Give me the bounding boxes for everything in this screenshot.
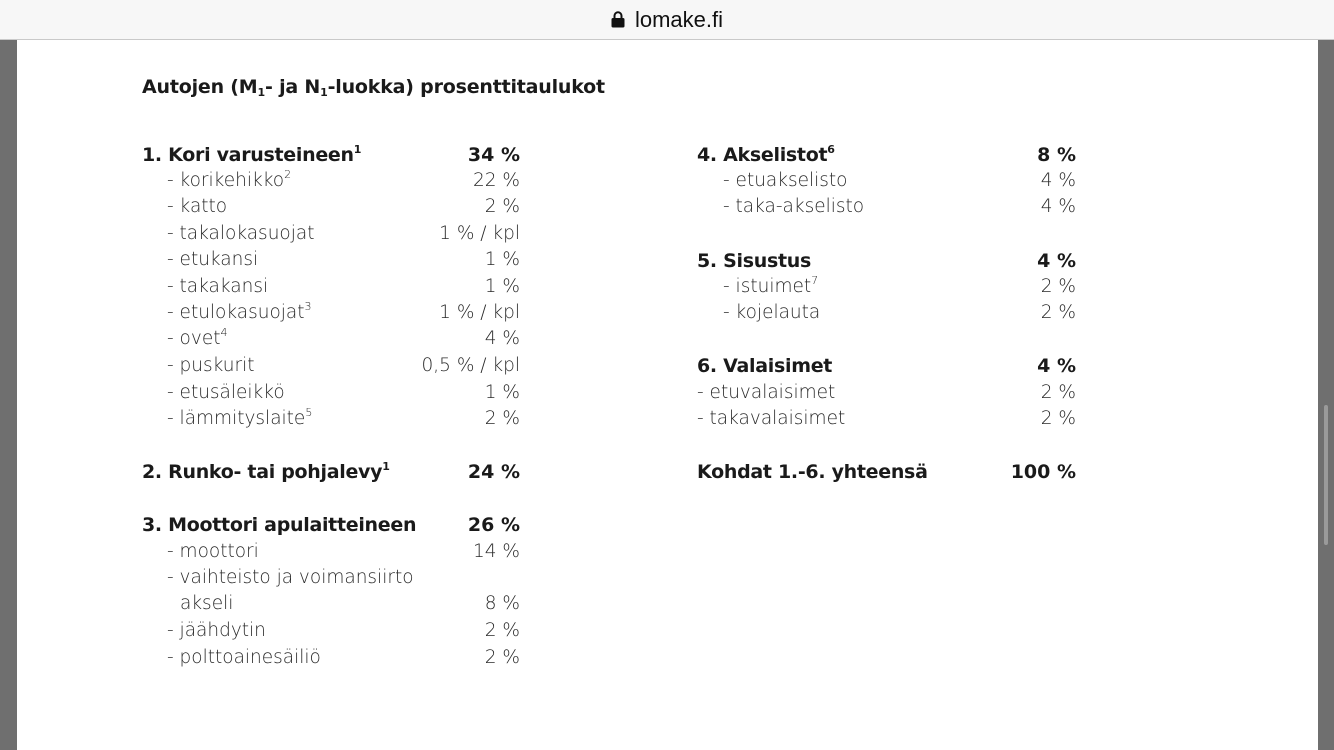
item-label <box>167 221 314 247</box>
footnote-marker: 2 <box>284 168 292 181</box>
percentage-value: 8 % <box>484 593 520 614</box>
percentage-value: 26 % <box>467 514 520 536</box>
label-text: 2. Runko- tai pohjalevy <box>142 461 383 483</box>
percentage-value: 1 % / kpl <box>439 302 520 323</box>
item-row <box>142 406 520 432</box>
percentage-value: 0,5 % / kpl <box>421 355 520 376</box>
item-row <box>142 539 520 565</box>
section-heading-row <box>697 459 1076 485</box>
percentage-value: 4 % <box>1040 170 1076 191</box>
item-row <box>142 300 520 326</box>
label-text: 5. Sisustus <box>697 250 812 272</box>
item-row <box>142 353 520 379</box>
label-text: - istuimet <box>723 276 812 297</box>
item-row <box>697 380 1076 406</box>
label-text: - ovet <box>167 328 221 349</box>
percentage-value: 100 % <box>1010 461 1076 483</box>
footnote-marker: 1 <box>353 143 362 156</box>
section-heading-row <box>142 512 520 538</box>
label-text: - takakansi <box>167 276 269 297</box>
label-text: Kohdat 1.-6. yhteensä <box>697 461 928 483</box>
label-text: - etuakselisto <box>723 170 848 191</box>
label-text: - takavalaisimet <box>697 408 846 429</box>
url-text: lomake.fi <box>634 7 724 32</box>
section-heading <box>697 459 928 485</box>
percentage-value: 2 % <box>484 408 520 429</box>
item-row <box>142 221 520 247</box>
item-label <box>167 645 321 671</box>
label-text: - moottori <box>167 541 259 562</box>
footnote-marker: 5 <box>305 406 313 419</box>
item-row <box>142 618 520 644</box>
percentage-value: 8 % <box>1037 144 1076 166</box>
label-text: - etuvalaisimet <box>697 382 836 403</box>
item-label <box>723 168 847 194</box>
item-label <box>697 406 845 432</box>
section-heading-row <box>697 353 1076 379</box>
percentage-value: 4 % <box>484 328 520 349</box>
percentage-value: 2 % <box>1040 408 1076 429</box>
footnote-marker: 6 <box>827 143 835 156</box>
item-row <box>142 247 520 273</box>
section-heading-row <box>142 142 520 168</box>
label-text: 6. Valaisimet <box>697 355 833 377</box>
item-row <box>697 274 1076 300</box>
item-label <box>167 194 227 220</box>
section-heading-row <box>697 142 1076 168</box>
percentage-value: 2 % <box>1040 276 1076 297</box>
label-text: 1. Kori varusteineen <box>142 144 354 166</box>
section-heading-row <box>697 248 1076 274</box>
item-row <box>142 645 520 671</box>
label-text: - taka-akselisto <box>723 196 865 217</box>
label-text: 3. Moottori apulaitteineen <box>142 514 417 536</box>
percentage-value: 1 % / kpl <box>439 223 520 244</box>
document-title: Autojen ($M_1-$ ja $N_1-luokka$) prosenttitaulukot <box>142 76 605 99</box>
label-text: - puskurit <box>167 355 255 376</box>
item-label <box>167 300 312 326</box>
label-text: - vaihteisto ja voimansiirto <box>167 567 414 588</box>
item-label <box>167 591 233 617</box>
label-text: akseli <box>180 593 234 614</box>
label-text: - korikehikko <box>167 170 285 191</box>
percentage-value: 4 % <box>1037 355 1076 377</box>
section-heading <box>142 459 390 485</box>
section-heading <box>697 142 835 168</box>
item-label <box>723 194 864 220</box>
footnote-marker: 3 <box>304 300 312 313</box>
item-row <box>142 380 520 406</box>
section-heading <box>697 248 811 274</box>
percentage-value: 34 % <box>467 144 520 166</box>
item-label <box>167 247 258 273</box>
item-row <box>697 194 1076 220</box>
item-row <box>142 274 520 300</box>
item-label <box>167 326 227 352</box>
percentage-value: 1 % <box>484 276 520 297</box>
item-label <box>723 300 820 326</box>
item-row <box>142 326 520 352</box>
item-label <box>697 380 835 406</box>
percentage-value: 1 % <box>484 249 520 270</box>
item-label <box>723 274 818 300</box>
label-text: - polttoainesäiliö <box>167 647 321 668</box>
section-heading <box>142 512 416 538</box>
percentage-value: 22 % <box>473 170 520 191</box>
label-text: - etusäleikkö <box>167 382 285 403</box>
percentage-value: 14 % <box>473 541 520 562</box>
label-text: - jäähdytin <box>167 620 266 641</box>
percentage-value: 4 % <box>1037 250 1076 272</box>
percentage-value: 2 % <box>1040 382 1076 403</box>
footnote-marker: 1 <box>382 460 390 473</box>
item-label <box>167 168 291 194</box>
item-row <box>697 168 1076 194</box>
percentage-value: 2 % <box>484 196 520 217</box>
section-heading <box>697 353 832 379</box>
percentage-value: 2 % <box>1040 302 1076 323</box>
item-label <box>167 274 268 300</box>
section-heading-row <box>142 459 520 485</box>
item-label <box>167 406 312 432</box>
item-row <box>142 168 520 194</box>
item-label <box>167 539 259 565</box>
label-text: - katto <box>167 196 228 217</box>
label-text: - takalokasuojat <box>167 223 315 244</box>
item-label <box>167 353 255 379</box>
percentage-value: 4 % <box>1040 196 1076 217</box>
label-text: - etulokasuojat <box>167 302 305 323</box>
footnote-marker: 7 <box>811 274 819 287</box>
label-text: - lämmityslaite <box>167 408 306 429</box>
label-text: - etukansi <box>167 249 259 270</box>
percentage-value: 24 % <box>467 461 520 483</box>
item-label <box>167 618 266 644</box>
item-row <box>142 565 520 591</box>
item-row <box>142 591 520 617</box>
item-label <box>167 565 414 591</box>
item-row <box>697 406 1076 432</box>
percentage-value: 2 % <box>484 647 520 668</box>
percentage-value: 1 % <box>484 382 520 403</box>
label-text: - kojelauta <box>723 302 821 323</box>
item-row <box>697 300 1076 326</box>
item-label <box>167 380 285 406</box>
label-text: 4. Akselistot <box>697 144 828 166</box>
percentage-value: 2 % <box>484 620 520 641</box>
section-heading <box>142 142 361 168</box>
footnote-marker: 4 <box>220 326 228 339</box>
item-row <box>142 194 520 220</box>
